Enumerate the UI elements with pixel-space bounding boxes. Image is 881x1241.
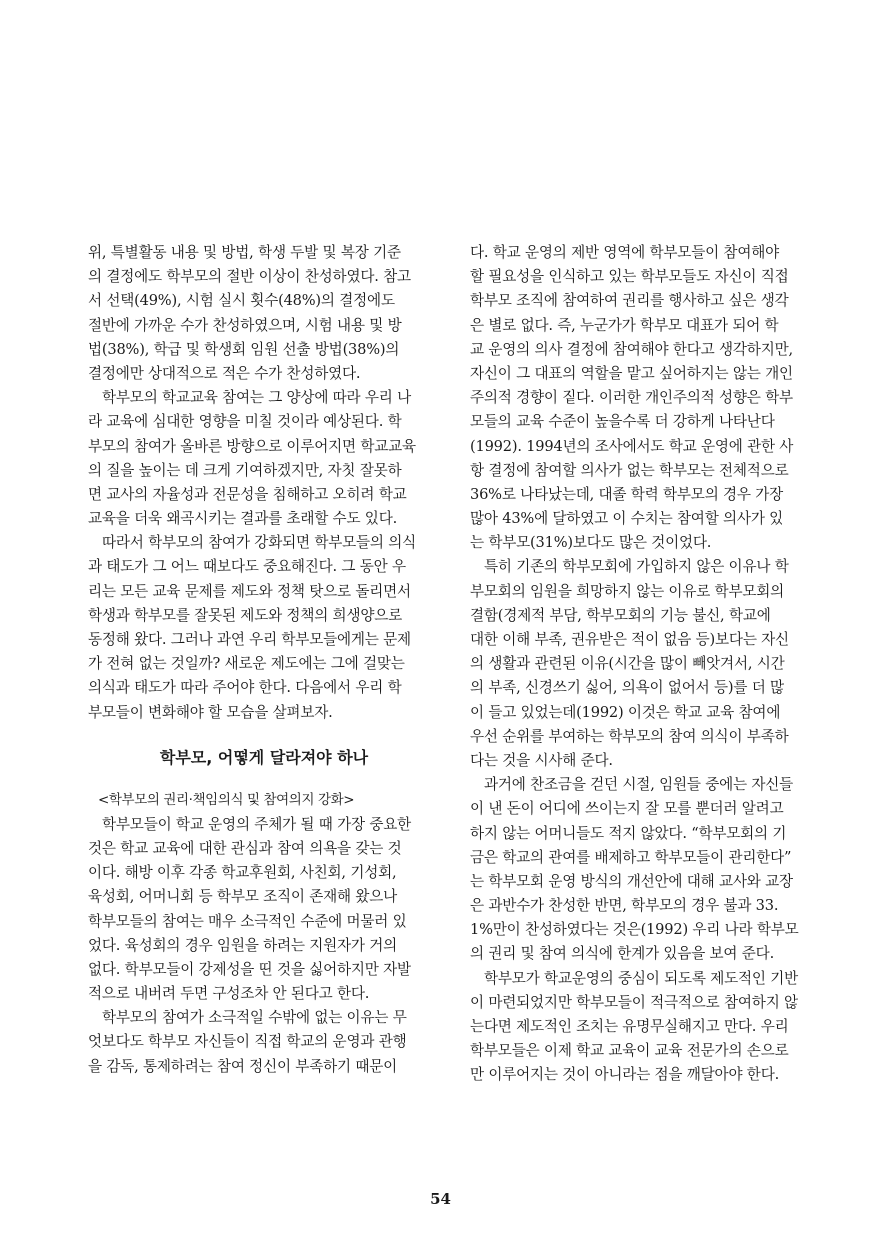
text-line: 다는 것을 시사해 준다. xyxy=(470,751,613,769)
paragraph xyxy=(88,813,440,1007)
text-line: 많아 43%에 달하였고 이 수치는 참여할 의사가 있 xyxy=(470,510,784,528)
text-line: 동정해 왔다. 그러나 과연 우리 학부모들에게는 문제 xyxy=(88,631,411,648)
paragraph xyxy=(88,1006,440,1079)
text-line: 것은 학교 교육에 대한 관심과 참여 의욕을 갖는 것 xyxy=(88,839,402,857)
text-line: 하지 않는 어머니들도 적지 않았다. “학부모회의 기 xyxy=(470,824,787,842)
left-column xyxy=(88,241,440,1079)
text-line: 리는 모든 교육 문제를 제도와 정책 탓으로 돌리면서 xyxy=(88,582,411,600)
text-line: 절반에 가까운 수가 찬성하였으며, 시험 내용 및 방 xyxy=(88,316,402,334)
text-line: 주의적 경향이 짙다. 이러한 개인주의적 성향은 학부 xyxy=(470,389,793,407)
text-line: 할 필요성을 인식하고 있는 학부모들도 자신이 직접 xyxy=(470,268,789,286)
paragraph xyxy=(88,241,440,386)
text-line: 과 태도가 그 어느 때보다도 중요해진다. 그 동안 우 xyxy=(88,558,406,576)
text-line: 이 낸 돈이 어디에 쓰이는지 잘 모를 뿐더러 알려고 xyxy=(470,800,784,818)
text-line: 학부모의 참여가 소극적일 수밖에 없는 이유는 무 xyxy=(102,1009,407,1027)
text-line: 의 생활과 관련된 이유(시간을 많이 빼앗겨서, 시간 xyxy=(470,655,785,673)
text-line: 1%만이 찬성하였다는 것은(1992) 우리 나라 학부모 xyxy=(470,921,799,939)
text-line: 의 결정에도 학부모의 절반 이상이 찬성하였다. 참고 xyxy=(88,268,411,286)
text-line: 는 학부모회 운영 방식의 개선안에 대해 교사와 교장 xyxy=(470,872,793,890)
text-line: 이 마련되었지만 학부모들이 적극적으로 참여하지 않 xyxy=(470,993,798,1011)
text-line: 부모회의 임원을 희망하지 않는 이유로 학부모회의 xyxy=(470,582,785,600)
right-column xyxy=(470,241,822,1088)
text-line: 금은 학교의 관여를 배제하고 학부모들이 관리한다” xyxy=(470,848,792,866)
text-line: 었다. 육성회의 경우 임원을 하려는 지원자가 거의 xyxy=(88,936,398,954)
text-line: 는다면 제도적인 조치는 유명무실해지고 만다. 우리 xyxy=(470,1018,789,1035)
text-line: 학부모들이 학교 운영의 주체가 될 때 가장 중요한 xyxy=(102,815,412,833)
text-line: (1992). 1994년의 조사에서도 학교 운영에 관한 사 xyxy=(470,437,794,455)
text-line: 이 들고 있었는데(1992) 이것은 학교 교육 참여에 xyxy=(470,703,781,721)
text-line: 학부모들의 참여는 매우 소극적인 수준에 머물러 있 xyxy=(88,912,407,930)
text-line: 을 감독, 통제하려는 참여 정신이 부족하기 때문이 xyxy=(88,1057,398,1075)
text-line: 육성회, 어머니회 등 학부모 조직이 존재해 왔으나 xyxy=(88,888,398,906)
text-line: 없다. 학부모들이 강제성을 띤 것을 싫어하지만 자발 xyxy=(88,960,411,978)
text-line: 특히 기존의 학부모회에 가입하지 않은 이유나 학 xyxy=(484,558,789,576)
text-line: 따라서 학부모의 참여가 강화되면 학부모들의 의식 xyxy=(102,534,417,552)
page-number: 54 xyxy=(430,1190,451,1208)
text-line: 면 교사의 자율성과 전문성을 침해하고 오히려 학교 xyxy=(88,485,407,503)
text-line: 가 전혀 없는 것일까? 새로운 제도에는 그에 걸맞는 xyxy=(88,655,405,673)
text-line: 우선 순위를 부여하는 학부모의 참여 의식이 부족하 xyxy=(470,727,789,745)
paragraph xyxy=(88,386,440,531)
text-line: 서 선택(49%), 시험 실시 횟수(48%)의 결정에도 xyxy=(88,292,395,310)
section-title: 학부모, 어떻게 달라져야 하나 xyxy=(159,747,369,767)
text-line: 학생과 학부모를 잘못된 제도와 정책의 희생양으로 xyxy=(88,606,403,624)
text-line: 적으로 내버려 두면 구성조차 안 된다고 한다. xyxy=(88,985,370,1003)
text-line: 자신이 그 대표의 역할을 맡고 싶어하지는 않는 개인 xyxy=(470,364,793,382)
text-line: 과거에 찬조금을 걷던 시절, 임원들 중에는 자신들 xyxy=(484,776,794,794)
text-line: 은 별로 없다. 즉, 누군가가 학부모 대표가 되어 학 xyxy=(470,316,779,334)
text-line: 학부모의 학교교육 참여는 그 양상에 따라 우리 나 xyxy=(102,389,412,407)
text-line: 부모들이 변화해야 할 모습을 살펴보자. xyxy=(88,703,333,721)
text-line: 항 결정에 참여할 의사가 없는 학부모는 전체적으로 xyxy=(470,461,789,479)
text-line: 결함(경제적 부담, 학부모회의 기능 불신, 학교에 xyxy=(470,606,771,624)
paragraph xyxy=(470,241,822,555)
text-line: 학부모 조직에 참여하여 권리를 행사하고 싶은 생각 xyxy=(470,292,789,310)
text-line: 의 부족, 신경쓰기 싫어, 의욕이 없어서 등)를 더 많 xyxy=(470,679,784,697)
text-line: 다. 학교 운영의 제반 영역에 학부모들이 참여해야 xyxy=(470,244,780,261)
text-line: 교육을 더욱 왜곡시키는 결과를 초래할 수도 있다. xyxy=(88,510,398,528)
text-line: 결정에만 상대적으로 적은 수가 찬성하였다. xyxy=(88,364,361,382)
text-line: 의식과 태도가 따라 주어야 한다. 다음에서 우리 학 xyxy=(88,679,402,697)
text-line: 위, 특별활동 내용 및 방법, 학생 두발 및 복장 기준 xyxy=(88,244,401,261)
text-line: 라 교육에 심대한 영향을 미칠 것이라 예상된다. 학 xyxy=(88,413,402,431)
text-line: 엇보다도 학부모 자신들이 직접 학교의 운영과 관행 xyxy=(88,1033,407,1051)
text-line: 대한 이해 부족, 권유받은 적이 없음 등)보다는 자신 xyxy=(470,631,789,648)
text-line: 36%로 나타났는데, 대졸 학력 학부모의 경우 가장 xyxy=(470,485,784,503)
text-line: 이다. 해방 이후 각종 학교후원회, 사친회, 기성회, xyxy=(88,864,397,882)
paragraph xyxy=(470,773,822,967)
paragraph xyxy=(88,531,440,725)
text-line: 의 질을 높이는 데 크게 기여하겠지만, 자칫 잘못하 xyxy=(88,461,402,479)
subsection-heading: <학부모의 권리·책임의식 및 참여의지 강화> xyxy=(98,791,355,808)
text-line: 부모의 참여가 올바른 방향으로 이루어지면 학교교육 xyxy=(88,437,416,455)
text-line: 은 과반수가 찬성한 반면, 학부모의 경우 불과 33. xyxy=(470,897,779,915)
text-line: 법(38%), 학급 및 학생회 임원 선출 방법(38%)의 xyxy=(88,340,400,358)
text-line: 는 학부모(31%)보다도 많은 것이었다. xyxy=(470,534,712,552)
text-line: 모들의 교육 수준이 높을수록 더 강하게 나타난다 xyxy=(470,413,775,431)
paragraph xyxy=(470,967,822,1088)
text-line: 학부모가 학교운영의 중심이 되도록 제도적인 기반 xyxy=(484,969,799,987)
paragraph xyxy=(470,555,822,773)
text-line: 교 운영의 의사 결정에 참여해야 한다고 생각하지만, xyxy=(470,340,793,358)
text-line: 만 이루어지는 것이 아니라는 점을 깨달아야 한다. xyxy=(470,1066,780,1084)
text-line: 학부모들은 이제 학교 교육이 교육 전문가의 손으로 xyxy=(470,1042,789,1060)
text-line: 의 권리 및 참여 의식에 한계가 있음을 보여 준다. xyxy=(470,945,775,963)
